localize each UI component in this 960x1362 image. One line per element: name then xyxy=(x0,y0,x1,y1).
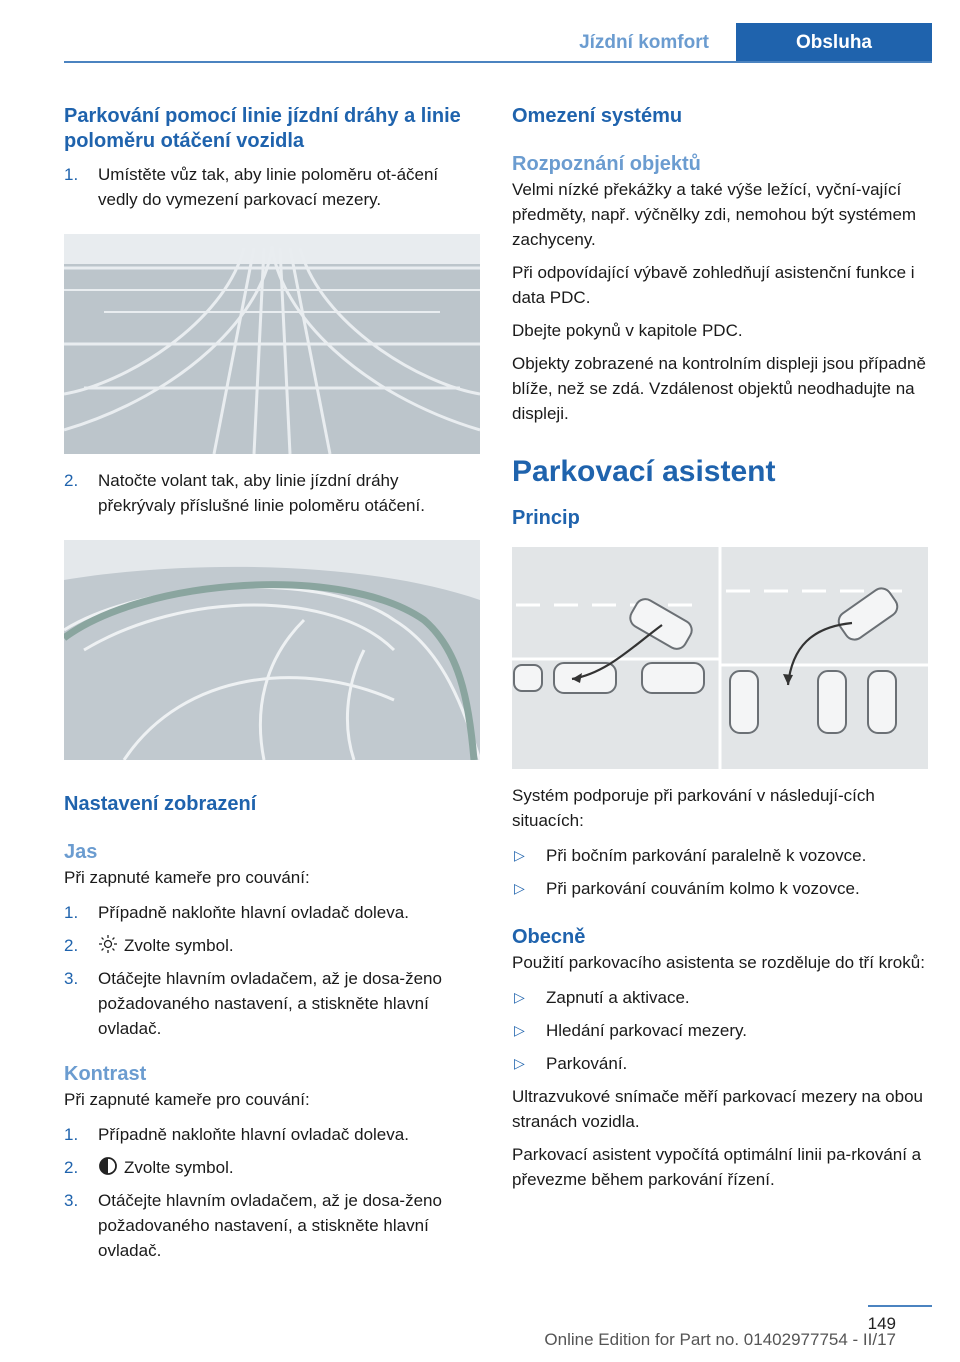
list-item xyxy=(64,1155,480,1180)
step-text: Otáčejte hlavním ovladačem, až je dosa‐ženo požadovaného nastavení, a stiskněte hlavní ovladač. xyxy=(98,969,442,1038)
bullet-item xyxy=(512,985,928,1010)
sun-icon xyxy=(98,934,118,954)
bullet-item xyxy=(512,843,928,868)
paragraph: Systém podporuje při parkování v následují‐cích situacích: xyxy=(512,786,875,830)
camera-view-figure-1 xyxy=(64,234,480,454)
paragraph: Při zapnuté kameře pro couvání: xyxy=(64,1090,310,1109)
caption-heading: Kontrast xyxy=(64,1063,147,1085)
paragraph: Při zapnuté kameře pro couvání: xyxy=(64,868,310,887)
bullet-text: Při parkování couváním kolmo k vozovce. xyxy=(546,879,860,898)
list-item xyxy=(64,966,480,1041)
header-rule xyxy=(64,61,932,63)
chapter-heading: Parkovací asistent xyxy=(512,455,776,488)
page-number: 149 xyxy=(867,1314,896,1333)
right-column xyxy=(512,104,928,1192)
footer-rule xyxy=(868,1305,932,1307)
left-column xyxy=(64,104,480,1263)
bullet-text: Parkování. xyxy=(546,1054,628,1073)
footer-edition: Online Edition for Part no. 01402977754 - II/17 xyxy=(544,1330,896,1349)
tab-section: Jízdní komfort xyxy=(552,23,736,63)
paragraph: Použití parkovacího asistenta se rozděluje do tří kroků: xyxy=(512,953,925,972)
paragraph: Velmi nízké překážky a také výše ležící, vyční‐vající předměty, např. výčnělky zdi, nemohou být systémem zachyceny. xyxy=(512,180,917,249)
subsection-heading: Obecně xyxy=(512,926,586,948)
paragraph: Ultrazvukové snímače měří parkovací mezery na obou stranách vozidla. xyxy=(512,1087,924,1131)
step-number: 3. xyxy=(64,1191,79,1210)
bullet-text: Zapnutí a aktivace. xyxy=(546,988,690,1007)
step-text: Případně nakloňte hlavní ovladač doleva. xyxy=(98,903,409,922)
bullet-item xyxy=(512,876,928,901)
caption-heading: Rozpoznání objektů xyxy=(512,153,701,175)
bullet-icon: ▷ xyxy=(514,880,525,896)
list-item xyxy=(64,1188,480,1263)
list-item xyxy=(64,1122,480,1147)
contrast-icon xyxy=(98,1156,118,1176)
step-text: Natočte volant tak, aby linie jízdní dráhy překrývaly příslušné linie poloměru otáčení. xyxy=(98,471,425,515)
paragraph: Parkovací asistent vypočítá optimální linii pa‐rkování a převezme během parkování řízení. xyxy=(512,1145,922,1189)
bullet-icon: ▷ xyxy=(514,847,525,863)
step-text: Umístěte vůz tak, aby linie poloměru ot‐áčení vedly do vymezení parkovací mezery. xyxy=(98,165,439,209)
subsection-heading: Nastavení zobrazení xyxy=(64,793,257,815)
section-heading: Parkování pomocí linie jízdní dráhy a linie poloměru otáčení vozidla xyxy=(64,105,461,152)
step-number: 1. xyxy=(64,1125,79,1144)
bullet-icon: ▷ xyxy=(514,1055,525,1071)
step-text: Případně nakloňte hlavní ovladač doleva. xyxy=(98,1125,409,1144)
list-item xyxy=(64,933,480,958)
parking-assistant-figure xyxy=(512,547,928,769)
bullet-item xyxy=(512,1051,928,1076)
step-number: 1. xyxy=(64,903,79,922)
step-number: 1. xyxy=(64,165,79,184)
list-item xyxy=(64,468,480,518)
section-heading: Omezení systému xyxy=(512,105,683,127)
list-item xyxy=(64,900,480,925)
bullet-icon: ▷ xyxy=(514,989,525,1005)
subsection-heading: Princip xyxy=(512,507,580,529)
step-text: Otáčejte hlavním ovladačem, až je dosa‐ženo požadovaného nastavení, a stiskněte hlavní ovladač. xyxy=(98,1191,442,1260)
paragraph: Dbejte pokynů v kapitole PDC. xyxy=(512,321,743,340)
bullet-text: Při bočním parkování paralelně k vozovce. xyxy=(546,846,867,865)
paragraph: Objekty zobrazené na kontrolním displeji jsou případně blíže, než se zdá. Vzdálenost objektů neodhadujte na displeji. xyxy=(512,354,926,423)
step-number: 2. xyxy=(64,471,79,490)
bullet-icon: ▷ xyxy=(514,1022,525,1038)
step-text: Zvolte symbol. xyxy=(124,936,234,955)
step-number: 3. xyxy=(64,969,79,988)
bullet-item xyxy=(512,1018,928,1043)
step-number: 2. xyxy=(64,936,79,955)
paragraph: Při odpovídající výbavě zohledňují asistenční funkce i data PDC. xyxy=(512,263,915,307)
tab-chapter: Obsluha xyxy=(736,23,932,63)
bullet-text: Hledání parkovací mezery. xyxy=(546,1021,747,1040)
step-number: 2. xyxy=(64,1158,79,1177)
step-text: Zvolte symbol. xyxy=(124,1158,234,1177)
camera-view-figure-2 xyxy=(64,540,480,760)
caption-heading: Jas xyxy=(64,841,98,863)
list-item xyxy=(64,162,480,212)
